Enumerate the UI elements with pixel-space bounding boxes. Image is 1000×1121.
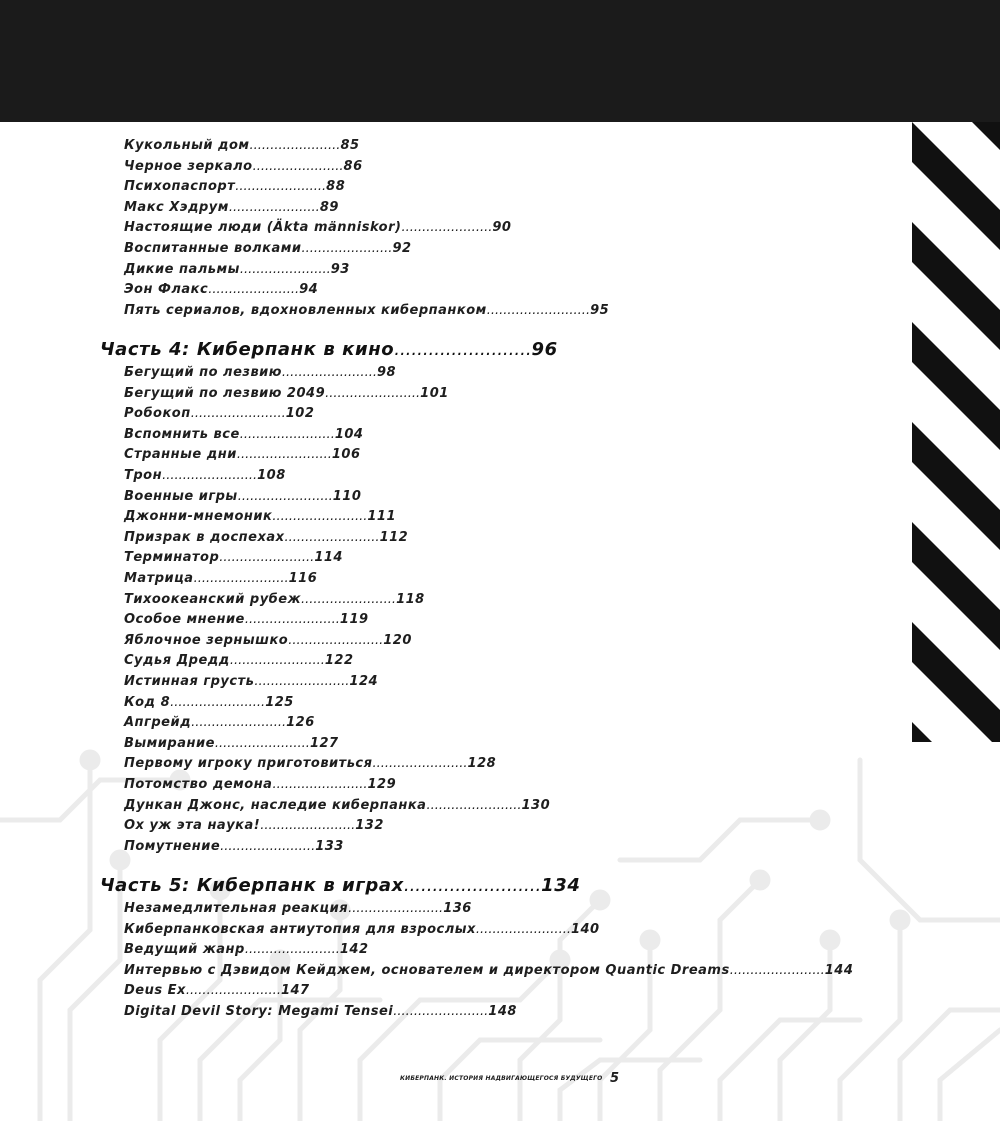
- toc-entry: [124, 963, 853, 979]
- running-title: КИБЕРПАНК. ИСТОРИЯ НАДВИГАЮЩЕГОСЯ БУДУЩЕГО: [400, 1075, 603, 1082]
- circuit-trace: [70, 860, 120, 1121]
- entry-title: Воспитанные волками: [124, 241, 302, 256]
- toc-entry: [124, 715, 315, 731]
- leader-dots: .......................: [190, 406, 286, 422]
- leader-dots: ......................: [252, 158, 344, 174]
- toc-entry: [124, 674, 378, 690]
- entry-title: Матрица: [124, 571, 194, 586]
- entry-title: Киберпанковская антиутопия для взрослых: [124, 921, 476, 937]
- stripe: [912, 322, 1000, 450]
- toc-entry: [124, 653, 354, 669]
- leader-dots: .......................: [236, 447, 332, 463]
- toc-entry: [124, 695, 294, 711]
- leader-dots: .......................: [244, 612, 340, 628]
- leader-dots: .......................: [260, 818, 356, 834]
- toc-entry: [124, 1004, 517, 1020]
- leader-dots: ......................: [208, 282, 300, 298]
- toc-entry: [124, 592, 425, 608]
- entry-title: Военные игры: [124, 488, 238, 504]
- entry-title: Дикие пальмы: [124, 261, 240, 277]
- leader-dots: .........................: [486, 302, 591, 318]
- entry-title: Трон: [124, 468, 163, 483]
- page-ref: 142: [339, 942, 369, 958]
- entry-title: Судья Дредд: [124, 653, 230, 669]
- entry-title: Часть 5: Киберпанк в играх: [100, 875, 404, 896]
- leader-dots: .......................: [170, 694, 266, 710]
- page-ref: 144: [824, 962, 854, 978]
- stripe: [912, 222, 1000, 350]
- diagonal-stripes-decoration: [912, 122, 1000, 742]
- page-ref: 108: [257, 468, 286, 483]
- page-ref: 122: [324, 653, 354, 669]
- entry-title: Digital Devil Story: Megami Tensei: [124, 1004, 394, 1019]
- entry-title: Психопаспорт: [124, 179, 236, 195]
- page-ref: 110: [332, 488, 362, 504]
- entry-title: Макс Хэдрум: [124, 199, 229, 215]
- page-ref: 86: [343, 158, 363, 174]
- page-ref: 85: [340, 138, 360, 153]
- toc-entry: [124, 303, 609, 319]
- leader-dots: ......................: [401, 220, 493, 236]
- leader-dots: .......................: [214, 735, 310, 751]
- leader-dots: .......................: [239, 426, 335, 442]
- toc-entry: [124, 633, 412, 649]
- leader-dots: .......................: [288, 632, 384, 648]
- toc-entry: [124, 839, 344, 855]
- leader-dots: .......................: [729, 962, 825, 978]
- entry-title: Код 8: [124, 694, 171, 710]
- toc-entry: [124, 612, 369, 628]
- page-ref: 90: [492, 220, 512, 236]
- page-footer: [400, 1068, 619, 1087]
- leader-dots: .......................: [426, 797, 522, 813]
- entry-title: Вымирание: [124, 735, 215, 751]
- page-ref: 106: [331, 447, 361, 463]
- toc-entry: [124, 983, 310, 999]
- entry-title: Бегущий по лезвию: [124, 365, 282, 380]
- page-ref: 132: [355, 818, 384, 834]
- part4-heading: [100, 339, 558, 361]
- leader-dots: .......................: [281, 365, 377, 380]
- stripe: [912, 122, 1000, 250]
- circuit-trace: [860, 760, 1000, 920]
- page-ref: 129: [367, 777, 397, 792]
- toc-entry: [124, 262, 350, 278]
- entry-title: Интервью с Дэвидом Кейджем, основателем и директором Quantic Dreams: [124, 962, 730, 978]
- toc-entry: [124, 159, 363, 175]
- entry-title: Яблочное зернышко: [124, 632, 289, 648]
- leader-dots: .......................: [301, 591, 397, 607]
- page-ref: 102: [285, 406, 315, 422]
- entry-title: Призрак в доспехах: [124, 529, 285, 545]
- toc-entry: [124, 550, 343, 566]
- circuit-node: [82, 752, 98, 768]
- leader-dots: ........................: [403, 875, 542, 896]
- toc-entry: [124, 241, 412, 257]
- toc-entry: [124, 220, 511, 236]
- entry-title: Истинная грусть: [124, 674, 255, 689]
- leader-dots: ......................: [249, 138, 341, 153]
- entry-title: Тихоокеанский рубеж: [124, 591, 302, 607]
- toc-entry: [124, 282, 318, 298]
- entry-title: Deus Ex: [124, 983, 186, 999]
- entry-title: Эон Флакс: [124, 282, 209, 298]
- toc-entry: [124, 489, 361, 505]
- page-ref: 94: [299, 282, 319, 298]
- entry-title: Дункан Джонс, наследие киберпанка: [124, 797, 427, 813]
- leader-dots: .......................: [475, 921, 571, 937]
- circuit-trace: [660, 880, 760, 1121]
- page-ref: 125: [265, 694, 294, 710]
- page-ref: 124: [349, 674, 379, 689]
- page-ref: 95: [590, 302, 610, 318]
- entry-title: Первому игроку приготовиться: [124, 756, 373, 772]
- toc-entry: [124, 818, 384, 834]
- page-ref: 128: [467, 756, 497, 772]
- part5-heading: [100, 875, 581, 897]
- leader-dots: .......................: [229, 653, 325, 669]
- toc-entry: [124, 200, 339, 216]
- page-ref: 134: [541, 875, 581, 896]
- leader-dots: .......................: [254, 674, 350, 689]
- leader-dots: .......................: [372, 756, 468, 772]
- leader-dots: ......................: [235, 179, 327, 195]
- entry-title: Черное зеркало: [124, 158, 253, 174]
- entry-title: Вспомнить все: [124, 426, 240, 442]
- entry-title: Кукольный дом: [124, 138, 250, 153]
- circuit-node: [822, 932, 838, 948]
- circuit-node: [642, 932, 658, 948]
- leader-dots: .......................: [284, 529, 380, 545]
- page-ref: 114: [314, 550, 343, 566]
- toc-entry: [124, 365, 396, 381]
- entry-title: Настоящие люди (Äkta människor): [124, 220, 402, 236]
- stripe: [912, 422, 1000, 550]
- stripe: [912, 522, 1000, 650]
- entry-title: Апгрейд: [124, 715, 192, 731]
- page-ref: 147: [280, 983, 310, 999]
- toc-entry: [124, 468, 286, 484]
- leader-dots: .......................: [244, 942, 340, 958]
- page-ref: 89: [319, 199, 339, 215]
- page-ref: 133: [315, 838, 344, 854]
- page-ref: 118: [396, 591, 425, 607]
- toc-entry: [124, 406, 314, 422]
- page-ref: 104: [334, 426, 364, 442]
- leader-dots: ........................: [394, 339, 532, 360]
- toc-entry: [124, 509, 396, 525]
- circuit-trace: [620, 820, 820, 860]
- page-ref: 130: [521, 797, 551, 813]
- page-ref: 140: [570, 921, 600, 937]
- entry-title: Часть 4: Киберпанк в кино: [100, 339, 395, 360]
- leader-dots: .......................: [193, 571, 289, 586]
- leader-dots: ......................: [301, 241, 393, 256]
- toc-entry: [124, 736, 339, 752]
- entry-title: Потомство демона: [124, 777, 273, 792]
- entry-title: Ох уж эта наука!: [124, 818, 261, 834]
- toc-entry: [124, 138, 360, 154]
- toc-entry: [124, 571, 317, 587]
- entry-title: Робокоп: [124, 406, 191, 422]
- entry-title: Помутнение: [124, 838, 221, 854]
- leader-dots: .......................: [272, 777, 368, 792]
- leader-dots: .......................: [348, 901, 444, 916]
- toc-entry: [124, 447, 361, 463]
- toc-entry: [124, 901, 472, 917]
- toc-entry: [124, 942, 369, 958]
- page-ref: 127: [309, 735, 339, 751]
- circuit-node: [752, 872, 768, 888]
- page-ref: 148: [488, 1004, 517, 1019]
- toc-entry: [124, 427, 363, 443]
- entry-title: Пять сериалов, вдохновленных киберпанком: [124, 302, 487, 318]
- stripe: [912, 622, 1000, 742]
- entry-title: Особое мнение: [124, 612, 245, 628]
- circuit-node: [892, 912, 908, 928]
- leader-dots: .......................: [191, 715, 287, 731]
- page-ref: 116: [288, 571, 318, 586]
- page-ref: 119: [339, 612, 369, 628]
- circuit-trace: [900, 1010, 1000, 1121]
- page-ref: 111: [367, 509, 396, 525]
- leader-dots: ......................: [239, 261, 331, 277]
- toc-entry: [124, 179, 345, 195]
- page-ref: 92: [392, 241, 412, 256]
- leader-dots: .......................: [237, 488, 333, 504]
- page-ref: 120: [383, 632, 412, 648]
- page-ref: 126: [286, 715, 315, 731]
- entry-title: Бегущий по лезвию 2049: [124, 385, 326, 401]
- page-ref: 93: [330, 261, 350, 277]
- entry-title: Ведущий жанр: [124, 942, 245, 958]
- toc-entry: [124, 530, 408, 546]
- leader-dots: .......................: [272, 509, 368, 525]
- page-ref: 96: [531, 339, 558, 360]
- leader-dots: .......................: [325, 385, 421, 401]
- leader-dots: .......................: [185, 983, 281, 999]
- toc-entry: [124, 777, 396, 793]
- toc-entry: [124, 798, 550, 814]
- leader-dots: .......................: [393, 1004, 489, 1019]
- page-ref: 88: [326, 179, 346, 195]
- entry-title: Терминатор: [124, 550, 220, 566]
- entry-title: Незамедлительная реакция: [124, 901, 349, 916]
- page-ref: 101: [420, 385, 449, 401]
- toc-entry: [124, 386, 449, 402]
- header-band: [0, 0, 1000, 122]
- leader-dots: ......................: [228, 199, 320, 215]
- circuit-trace: [940, 1030, 1000, 1121]
- page-ref: 98: [376, 365, 397, 380]
- entry-title: Странные дни: [124, 447, 237, 463]
- page-number: 5: [610, 1071, 620, 1086]
- circuit-node: [592, 892, 608, 908]
- leader-dots: .......................: [220, 838, 316, 854]
- page-ref: 136: [443, 901, 472, 916]
- toc-entry: [124, 756, 496, 772]
- circuit-node: [812, 812, 828, 828]
- leader-dots: .......................: [162, 468, 258, 483]
- leader-dots: .......................: [219, 550, 315, 566]
- toc-entry: [124, 922, 600, 938]
- page-ref: 112: [379, 529, 409, 545]
- entry-title: Джонни-мнемоник: [124, 509, 273, 525]
